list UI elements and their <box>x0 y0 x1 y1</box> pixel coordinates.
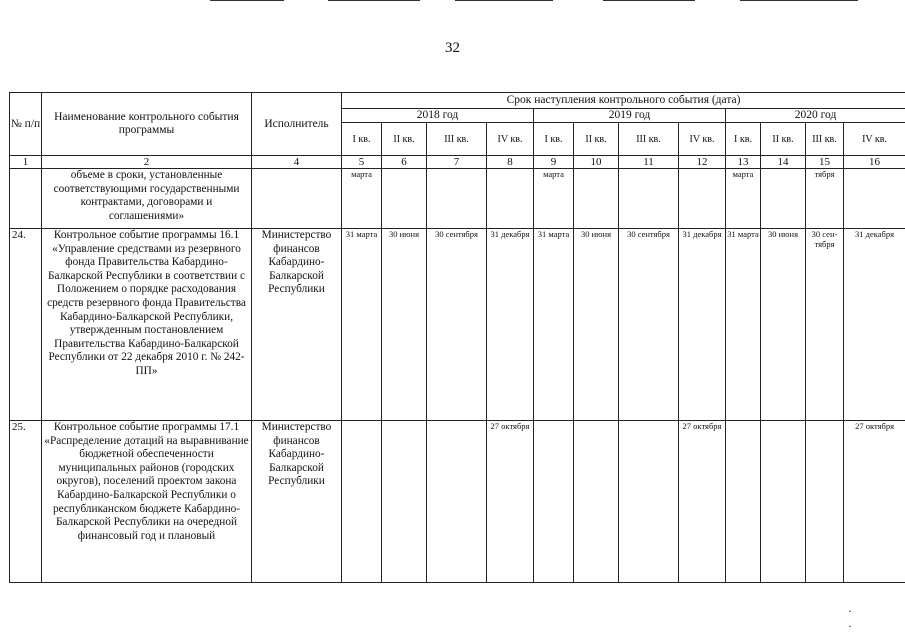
column-number: 14 <box>761 156 806 169</box>
date-cell: 30 сентября <box>427 229 487 421</box>
date-cell: 31 декабря <box>844 229 905 421</box>
date-cell: 31 декабря <box>679 229 726 421</box>
header-quarter: II кв. <box>382 123 427 156</box>
date-cell <box>726 421 761 583</box>
date-cell <box>534 421 574 583</box>
date-cell: 30 июня <box>761 229 806 421</box>
table-row <box>10 229 905 421</box>
date-cell <box>574 421 619 583</box>
header-executor: Исполнитель <box>252 93 342 156</box>
header-quarter: I кв. <box>534 123 574 156</box>
date-cell: марта <box>534 169 574 229</box>
column-number: 6 <box>382 156 427 169</box>
column-number: 5 <box>342 156 382 169</box>
event-name: Контрольное событие программы 16.1 «Управление средствами из резервного фонда Правительства Кабардино-Балкарской Республики в соответствии с Положением о порядке расходования средств резервного фонда Правительства Кабардино-Балкарской Республики, утвержденным постановлением Правительства Кабардино-Балкарской Республики от 22 декабря 2010 г. № 242-ПП» <box>42 229 252 421</box>
header-quarter: IV кв. <box>844 123 905 156</box>
date-cell: 27 октября <box>844 421 905 583</box>
top-edge-line <box>210 0 284 1</box>
table-row <box>10 169 905 229</box>
column-number: 1 <box>10 156 42 169</box>
date-cell: тября <box>806 169 844 229</box>
header-quarter: I кв. <box>726 123 761 156</box>
top-edge-line <box>328 0 420 1</box>
header-quarter: III кв. <box>427 123 487 156</box>
date-cell <box>382 169 427 229</box>
date-cell: 27 октября <box>487 421 534 583</box>
date-cell <box>342 421 382 583</box>
column-number: 11 <box>619 156 679 169</box>
date-cell: 31 декабря <box>487 229 534 421</box>
date-cell <box>427 421 487 583</box>
date-cell: 30 сентября <box>619 229 679 421</box>
date-cell: 30 июня <box>574 229 619 421</box>
control-events-table <box>9 92 905 583</box>
column-number: 9 <box>534 156 574 169</box>
page-number: 32 <box>445 40 460 56</box>
date-cell: 30 сен-тября <box>806 229 844 421</box>
date-cell <box>574 169 619 229</box>
date-cell: марта <box>342 169 382 229</box>
date-cell <box>619 421 679 583</box>
column-number: 15 <box>806 156 844 169</box>
column-number: 13 <box>726 156 761 169</box>
date-cell <box>806 421 844 583</box>
row-number <box>10 169 42 229</box>
table-row <box>10 421 905 583</box>
event-name: Контрольное событие программы 17.1 «Распределение дотаций на выравнивание бюджетной обеспеченности муниципальных районов (городских округов), поселений проектом закона Кабардино-Балкарской Республики о республиканском бюджете Кабардино-Балкарской Республики на очередной финансовый год и плановый <box>42 421 252 583</box>
date-cell <box>679 169 726 229</box>
header-quarter: II кв. <box>574 123 619 156</box>
top-edge-line <box>740 0 858 1</box>
header-quarter: II кв. <box>761 123 806 156</box>
top-edge-line <box>603 0 695 1</box>
header-quarter: IV кв. <box>679 123 726 156</box>
column-number: 10 <box>574 156 619 169</box>
date-cell: 31 марта <box>534 229 574 421</box>
footer-marks: · · <box>848 604 870 633</box>
date-cell: 27 октября <box>679 421 726 583</box>
date-cell: 31 марта <box>342 229 382 421</box>
column-number: 7 <box>427 156 487 169</box>
row-number: 24. <box>10 229 42 421</box>
date-cell <box>844 169 905 229</box>
column-number: 2 <box>42 156 252 169</box>
header-year: 2018 год <box>342 109 534 123</box>
header-year: 2019 год <box>534 109 726 123</box>
header-quarter: I кв. <box>342 123 382 156</box>
header-quarter: III кв. <box>806 123 844 156</box>
event-executor: Министерство финансов Кабардино-Балкарской Республики <box>252 229 342 421</box>
date-cell <box>427 169 487 229</box>
header-quarter: IV кв. <box>487 123 534 156</box>
header-quarter: III кв. <box>619 123 679 156</box>
date-cell <box>619 169 679 229</box>
date-cell <box>382 421 427 583</box>
header-year: 2020 год <box>726 109 905 123</box>
header-deadline: Срок наступления контрольного события (дата) <box>342 93 905 109</box>
date-cell <box>761 169 806 229</box>
event-name: объеме в сроки, установленные соответствующими государственными контрактами, договорами и соглашениями» <box>42 169 252 229</box>
event-executor: Министерство финансов Кабардино-Балкарской Республики <box>252 421 342 583</box>
top-edge-line <box>455 0 553 1</box>
date-cell: 31 марта <box>726 229 761 421</box>
date-cell <box>487 169 534 229</box>
header-num: № п/п <box>10 93 42 156</box>
column-number: 8 <box>487 156 534 169</box>
date-cell: марта <box>726 169 761 229</box>
event-executor <box>252 169 342 229</box>
header-name: Наименование контрольного события программы <box>42 93 252 156</box>
column-number: 4 <box>252 156 342 169</box>
row-number: 25. <box>10 421 42 583</box>
date-cell <box>761 421 806 583</box>
date-cell: 30 июня <box>382 229 427 421</box>
column-number: 12 <box>679 156 726 169</box>
column-number: 16 <box>844 156 905 169</box>
